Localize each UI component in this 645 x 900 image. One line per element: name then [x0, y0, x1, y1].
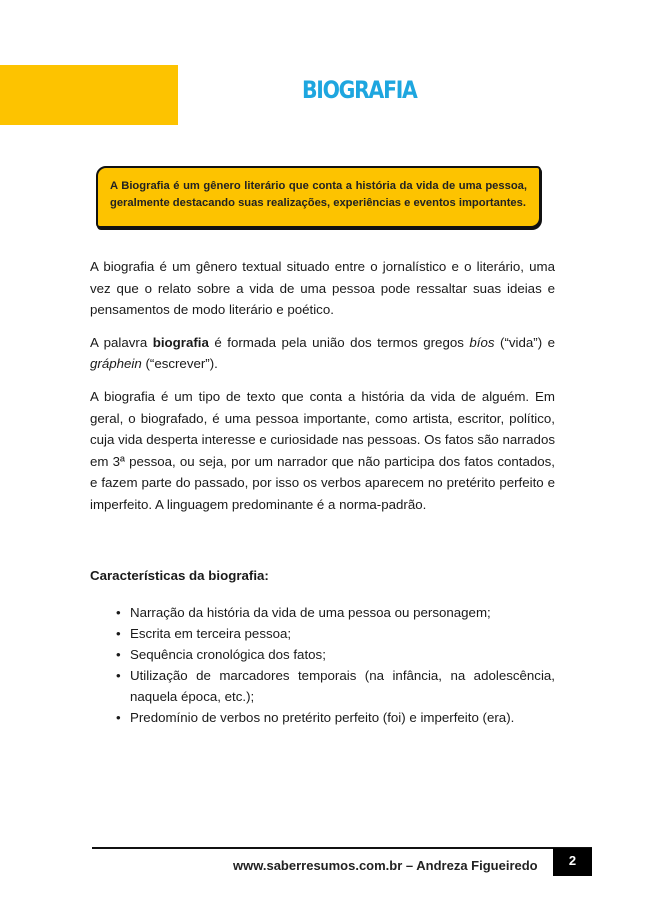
characteristics-heading: Características da biografia: [90, 568, 269, 583]
page-title: BIOGRAFIA [302, 76, 417, 104]
body-text [90, 256, 555, 527]
footer-divider [92, 847, 592, 849]
text: A palavra [90, 334, 153, 350]
text: (“escrever”). [141, 356, 218, 372]
term-biografia: biografia [152, 334, 209, 350]
paragraph-2 [90, 332, 555, 375]
page-number: 2 [553, 848, 592, 876]
list-item: • Narração da história da vida de uma pessoa ou personagem; [116, 602, 555, 623]
text: é formada pela união dos termos gregos [208, 334, 470, 350]
text: (“vida”) e [494, 334, 556, 350]
term-bios: bíos [469, 334, 495, 350]
term-graphein: gráphein [90, 356, 142, 372]
definition-callout [96, 166, 541, 228]
paragraph-3: A biografia é um tipo de texto que conta a história da vida de alguém. Em geral, o biografado, é uma pessoa importante, como artista, escritor, político, cuja vida desperta interesse e curiosidade nas pessoas. Os fatos são narrados em 3ª pessoa, ou seja, por um narrador que não participa dos fatos contados, e fazem parte do passado, por isso os verbos aparecem no pretérito perfeito e imperfeito. A linguagem predominante é a norma-padrão. [90, 388, 555, 512]
list-item: • Utilização de marcadores temporais (na infância, na adolescência, naquela época, etc.); [116, 665, 555, 707]
callout-text: A Biografia é um gênero literário que conta a história da vida de uma pessoa, geralmente destacando suas realizações, experiências e eventos importantes. [110, 180, 527, 209]
paragraph-1: A biografia é um gênero textual situado entre o jornalístico e o literário, uma vez que o relato sobre a vida de uma pessoa pode ressaltar suas ideias e pensamentos de modo literário e poético. [90, 259, 555, 318]
list-item: • Escrita em terceira pessoa; [116, 623, 555, 644]
footer-credit: www.saberresumos.com.br – Andreza Figueiredo [233, 858, 538, 873]
characteristics-list [116, 602, 555, 728]
list-item: • Predomínio de verbos no pretérito perfeito (foi) e imperfeito (era). [116, 707, 555, 728]
list-item: • Sequência cronológica dos fatos; [116, 644, 555, 665]
yellow-banner [0, 65, 178, 125]
